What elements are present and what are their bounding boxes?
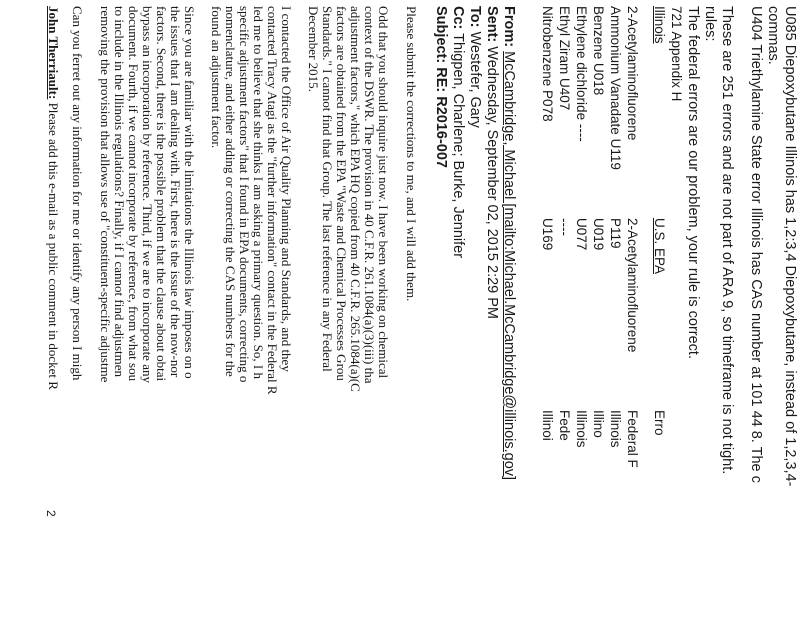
paragraph-line: contacted Tracy Atagi as the "further information" contact in the Federal R <box>265 6 280 395</box>
paragraph-line: nomenclature, and either adding or correcting the CAS numbers for the <box>223 6 238 377</box>
table-cell: Nitrobenzene P078 <box>540 6 555 122</box>
paragraph-line: Standards." I cannot find that Group. The last reference in any Federal <box>320 6 335 372</box>
paragraph-line: specific adjustment factors" that I found in EPA documents, correcting o <box>237 6 252 383</box>
column-header-epa: U.S. EPA <box>652 218 667 275</box>
email-to <box>466 6 483 128</box>
table-cell: 2-Acetylaminofluorene <box>625 218 640 353</box>
paragraph-line: Odd that you should inquire just now. I have been working on chemical <box>376 6 391 379</box>
subject-value: RE: R2016-007 <box>433 67 449 168</box>
table-cell: P119 <box>608 218 623 249</box>
table-cell: Ammonium Vanadate U119 <box>608 6 623 170</box>
table-cell: U019 <box>591 218 606 251</box>
table-cell: Illino <box>591 410 606 438</box>
table-cell: U169 <box>540 218 555 251</box>
paragraph-line: removing the provision that allows use of "constituent-specific adjustme <box>98 6 113 383</box>
paragraph-line: adjustment factors," which EPA HQ copied from 40 C.F.R. 265.1084(a)(C <box>348 6 363 392</box>
signature-text: Please add this e-mail as a public comment in docket R <box>46 102 61 390</box>
submit-line: Please submit the corrections to me, and I will add them. <box>404 6 419 302</box>
table-cell: U077 <box>574 218 589 251</box>
from-value[interactable]: McCambridge, Michael [mailto:Michael.McCambridge@illinois.gov] <box>501 51 517 481</box>
cc-value: Thigpen, Charlene; Burke, Jennifer <box>450 33 466 259</box>
page-number: 2 <box>44 510 58 517</box>
cc-label: Cc: <box>450 6 466 30</box>
paragraph-line: factors. Second, there is the possible problem that the clause about obtai <box>154 6 169 382</box>
top-line: U404 Triethylamine State error Illinois has CAS number at 101 44 8. The c <box>748 6 764 483</box>
table-cell: Illinois <box>574 410 589 448</box>
top-line: U085 Diepoxybutane Illinois has 1,2:3,4 Diepoxybutane, instead of 1,2,3,4- <box>782 6 798 487</box>
sent-label: Sent: <box>484 6 500 43</box>
top-line: commas. <box>765 6 781 65</box>
paragraph-4: Can you ferret out any information for me or identify any person I migh <box>70 6 85 381</box>
column-header-illinois: Illinois <box>652 6 667 44</box>
to-value: Westefer, Gary <box>467 31 483 128</box>
paragraph-line: to include in the Illinois regulations? Finally, if I cannot find adjustmen <box>112 6 127 378</box>
table-cell: ---- <box>557 218 572 236</box>
table-cell: Ethyl Ziram U407 <box>557 6 572 111</box>
email-cc <box>449 6 466 258</box>
paragraph-line: context of the DSWR. The provision in 40 C.F.R. 261.1084(a)(3)(iii) tha <box>362 6 377 384</box>
paragraph-line: factors are obtained from the EPA "Waste and Chemical Processes Grou <box>334 6 349 381</box>
paragraph-line: the issues that I am dealing with. First, there is the issue of the now-nor <box>168 6 183 378</box>
paragraph-line: Since you are familiar with the limitations the Illinois law imposes on o <box>182 6 197 379</box>
paragraph-line: led me to believe that she thinks I am asking a primary question. So, I h <box>251 6 266 379</box>
email-subject <box>432 6 449 168</box>
paragraph-line: found an adjustment factor. <box>209 6 224 149</box>
table-header: 721 Appendix H <box>669 6 684 102</box>
table-cell: 2-Acetylaminofluorene <box>625 6 640 141</box>
paragraph-line: bypass an incorporation by reference. Third, if we are to incorporate any <box>140 6 155 383</box>
subject-label: Subject: <box>433 6 449 64</box>
from-label: From: <box>501 6 517 48</box>
to-label: To: <box>467 6 483 28</box>
sent-value: Wednesday, September 02, 2015 2:29 PM <box>484 46 500 319</box>
email-sent <box>483 6 500 319</box>
signature-line <box>46 6 61 390</box>
paragraph-line: I contacted the Office of Air Quality Planning and Standards, and they <box>279 6 294 372</box>
rules-line: rules: <box>702 6 718 42</box>
federal-line: The federal errors are our problem, your rule is correct. <box>685 6 701 359</box>
table-cell: Benzene U018 <box>591 6 606 96</box>
table-cell: Ethylene dichloride ---- <box>574 6 589 142</box>
errors-note: These are 251 errors and are not part of ARA 9, so timeframe is not tight. <box>719 6 735 475</box>
paragraph-line: document. Fourth, if we cannot incorporate by reference, from what sou <box>126 6 141 382</box>
column-header-error: Erro <box>652 410 667 436</box>
paragraph-line: December 2015. <box>306 6 321 92</box>
email-from <box>500 6 517 480</box>
table-cell: Illinois <box>608 410 623 448</box>
table-cell: Fede <box>557 410 572 441</box>
table-cell: Illinoi <box>540 410 555 441</box>
signature-name: John Therriault: <box>46 6 61 100</box>
table-cell: Federal F <box>625 410 640 468</box>
